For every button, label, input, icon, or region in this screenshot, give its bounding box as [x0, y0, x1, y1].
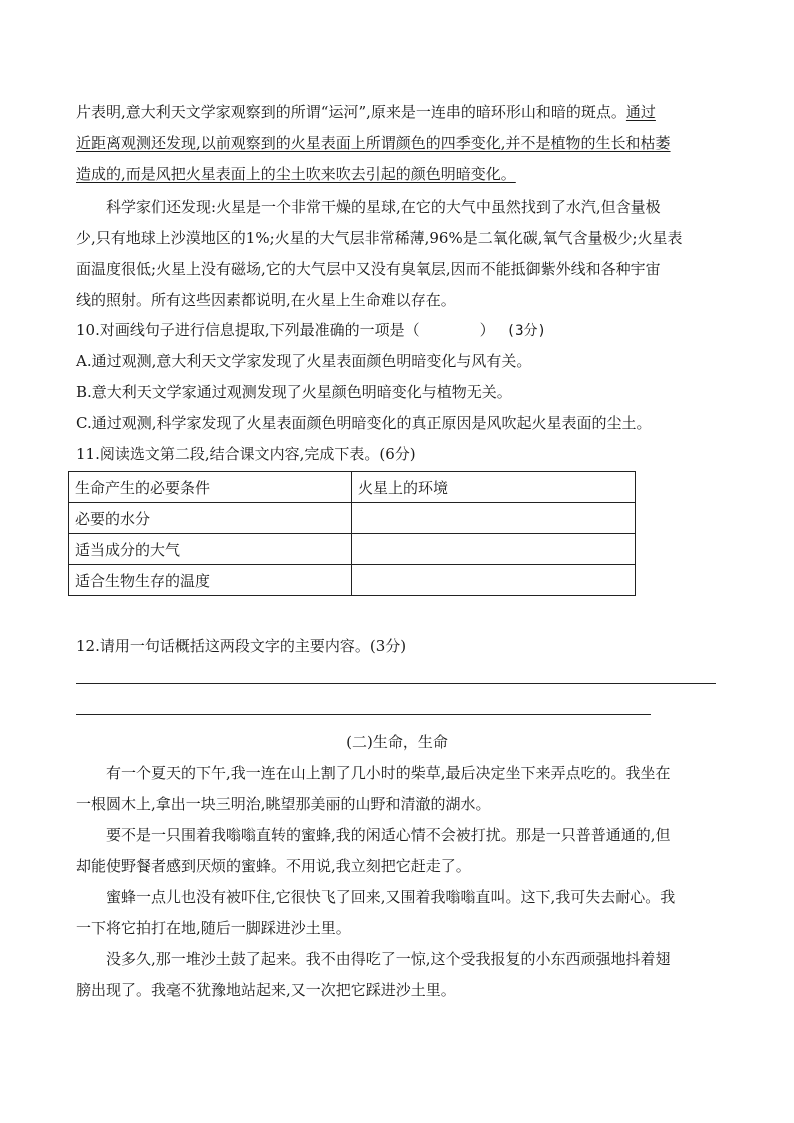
- q10-option-b[interactable]: B.意大利天文学家通过观测发现了火星颜色明暗变化与植物无关。: [76, 383, 512, 401]
- underlined-sentence-line2: 近距离观测还发现,以前观察到的火星表面上所谓颜色的四季变化,并不是植物的生长和枯萎: [76, 134, 671, 152]
- q12-stem: 12.请用一句话概括这两段文字的主要内容。(3分): [76, 637, 407, 655]
- q10-option-a[interactable]: A.通过观测,意大利天文学家发现了火星表面颜色明暗变化与风有关。: [76, 352, 532, 370]
- table-header-row: [69, 472, 636, 503]
- passage1-p2-line1: 科学家们还发现:火星是一个非常干燥的星球,在它的大气中虽然找到了水汽,但含量极: [106, 198, 661, 216]
- q11-stem: 11.阅读选文第二段,结合课文内容,完成下表。(6分): [76, 445, 416, 463]
- table-cell-answer[interactable]: [352, 565, 636, 596]
- underlined-sentence-line3: 造成的,而是风把火星表面上的尘土吹来吹去引起的颜色明暗变化。: [76, 165, 516, 183]
- table-header-cell: 生命产生的必要条件: [69, 472, 352, 503]
- passage2-p3-line2: 一下将它拍打在地,随后一脚踩进沙土里。: [76, 919, 351, 937]
- table-row: [69, 503, 636, 534]
- underlined-sentence-start: 通过: [625, 103, 656, 121]
- passage2-p3-line1: 蜜蜂一点儿也没有被吓住,它很快飞了回来,又围着我嗡嗡直叫。这下,我可失去耐心。我: [106, 888, 676, 906]
- table-cell-condition: 适当成分的大气: [69, 534, 352, 565]
- q10-stem-text: 10.对画线句子进行信息提取,下列最准确的一项是（: [76, 321, 420, 339]
- table-row: [69, 565, 636, 596]
- passage1-p2-line2: 少,只有地球上沙漠地区的1%;火星的大气层非常稀薄,96%是二氧化碳,氧气含量极少;火星表: [76, 229, 683, 247]
- passage2-p4-line2: 膀出现了。我毫不犹豫地站起来,又一次把它踩进沙土里。: [76, 981, 456, 999]
- passage2-p4-line1: 没多久,那一堆沙土鼓了起来。我不由得吃了一惊,这个受我报复的小东西顽强地抖着翅: [106, 950, 671, 968]
- passage2-p1-line2: 一根圆木上,拿出一块三明治,眺望那美丽的山野和清澈的湖水。: [76, 795, 491, 813]
- passage2-title: (二)生命，生命: [346, 733, 448, 751]
- q10-score: (3分): [506, 323, 546, 339]
- q11-table: [68, 471, 636, 596]
- table-cell-condition: 适合生物生存的温度: [69, 565, 352, 596]
- answer-line-2[interactable]: [76, 714, 651, 715]
- table-row: [69, 534, 636, 565]
- passage2-p2-line2: 却能使野餐者感到厌烦的蜜蜂。不用说,我立刻把它赶走了。: [76, 857, 471, 875]
- text-segment: 片表明,意大利天文学家观察到的所谓“运河”,原来是一连串的暗环形山和暗的斑点。: [76, 103, 626, 121]
- table-cell-answer[interactable]: [352, 503, 636, 534]
- passage2-p2-line1: 要不是一只围着我嗡嗡直转的蜜蜂,我的闲适心情不会被打扰。那是一只普普通通的,但: [106, 826, 671, 844]
- q10-stem: [76, 319, 718, 342]
- table-cell-condition: 必要的水分: [69, 503, 352, 534]
- passage2-p1-line1: 有一个夏天的下午,我一连在山上割了几小时的柴草,最后决定坐下来弄点吃的。我坐在: [106, 764, 671, 782]
- q10-option-c[interactable]: C.通过观测,科学家发现了火星表面颜色明暗变化的真正原因是风吹起火星表面的尘土。: [76, 414, 652, 432]
- answer-line-1[interactable]: [76, 683, 716, 684]
- passage1-p2-line4: 线的照射。所有这些因素都说明,在火星上生命难以存在。: [76, 291, 456, 309]
- table-header-cell: 火星上的环境: [352, 472, 636, 503]
- passage1-p2-line3: 面温度很低;火星上没有磁场,它的大气层中又没有臭氧层,因而不能抵御紫外线和各种宇宙: [76, 260, 661, 278]
- paren-close: ）: [479, 321, 495, 339]
- table-cell-answer[interactable]: [352, 534, 636, 565]
- passage1-line1: [76, 101, 718, 123]
